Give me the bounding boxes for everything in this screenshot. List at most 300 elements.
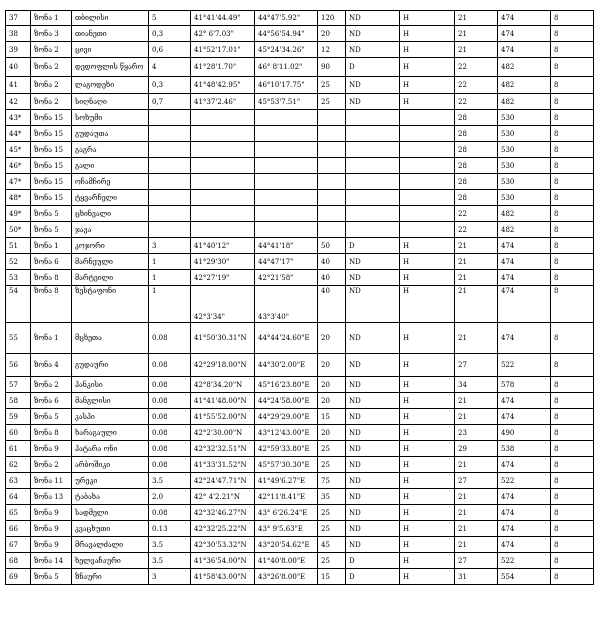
cell-power: 1 <box>149 254 191 270</box>
cell-height: 40 <box>318 270 346 286</box>
cell-longitude: 43°12'43.00"E <box>255 425 318 441</box>
cell-frequency: 482 <box>498 77 551 94</box>
cell-location: ხარაგაული <box>72 425 149 441</box>
cell-polarization: H <box>400 238 455 254</box>
cell-polarization: H <box>400 286 455 323</box>
cell-latitude: 42°2'30.00"N <box>191 425 255 441</box>
cell-row-number: 38 <box>6 26 31 42</box>
cell-latitude: 41°29'30" <box>191 254 255 270</box>
cell-power: 0.08 <box>149 505 191 521</box>
cell-power: 0.08 <box>149 377 191 393</box>
cell-frequency: 482 <box>498 222 551 238</box>
cell-row-number: 66 <box>6 521 31 537</box>
cell-zone: ზონა 2 <box>31 457 72 473</box>
cell-directivity <box>346 110 400 126</box>
table-row <box>6 473 594 489</box>
cell-channel: 21 <box>455 409 498 425</box>
cell-location: თბილისი <box>72 11 149 26</box>
cell-row-number: 54 <box>6 286 31 323</box>
cell-bandwidth: 8 <box>551 42 594 58</box>
cell-power <box>149 142 191 158</box>
cell-latitude <box>191 206 255 222</box>
cell-polarization: H <box>400 323 455 354</box>
table-row <box>6 521 594 537</box>
table-row <box>6 174 594 190</box>
cell-latitude: 42°32'32.51"N <box>191 441 255 457</box>
cell-latitude <box>191 110 255 126</box>
cell-frequency: 474 <box>498 489 551 505</box>
table-row <box>6 425 594 441</box>
cell-channel: 21 <box>455 286 498 323</box>
cell-directivity: ND <box>346 26 400 42</box>
cell-height <box>318 110 346 126</box>
cell-frequency: 578 <box>498 377 551 393</box>
cell-directivity <box>346 158 400 174</box>
cell-row-number: 60 <box>6 425 31 441</box>
cell-bandwidth: 8 <box>551 441 594 457</box>
cell-height: 25 <box>318 94 346 110</box>
cell-row-number: 42 <box>6 94 31 110</box>
cell-polarization <box>400 126 455 142</box>
cell-location: მანგლისი <box>72 393 149 409</box>
cell-directivity <box>346 190 400 206</box>
cell-longitude: 44°24'58.00"E <box>255 393 318 409</box>
cell-frequency: 530 <box>498 158 551 174</box>
cell-bandwidth: 8 <box>551 323 594 354</box>
cell-row-number: 46* <box>6 158 31 174</box>
cell-location: ტყვარჩელი <box>72 190 149 206</box>
cell-directivity <box>346 222 400 238</box>
cell-longitude: 45°24'34.26" <box>255 42 318 58</box>
cell-zone: ზონა 5 <box>31 409 72 425</box>
cell-latitude <box>191 126 255 142</box>
cell-height: 25 <box>318 553 346 569</box>
cell-power: 5 <box>149 11 191 26</box>
cell-height: 25 <box>318 77 346 94</box>
cell-directivity: ND <box>346 94 400 110</box>
cell-bandwidth: 8 <box>551 537 594 553</box>
cell-zone: ზონა 11 <box>31 473 72 489</box>
cell-polarization: H <box>400 569 455 585</box>
table-row <box>6 457 594 473</box>
cell-longitude <box>255 174 318 190</box>
cell-longitude: 43°26'8.00"E <box>255 569 318 585</box>
cell-power: 4 <box>149 58 191 77</box>
cell-height: 45 <box>318 537 346 553</box>
cell-channel: 21 <box>455 238 498 254</box>
cell-bandwidth: 8 <box>551 11 594 26</box>
cell-latitude: 41°40'12" <box>191 238 255 254</box>
cell-directivity: ND <box>346 489 400 505</box>
cell-latitude <box>191 142 255 158</box>
cell-polarization: H <box>400 42 455 58</box>
cell-power <box>149 110 191 126</box>
cell-polarization <box>400 222 455 238</box>
cell-longitude: 44°29'29.00"E <box>255 409 318 425</box>
cell-polarization <box>400 142 455 158</box>
cell-channel: 28 <box>455 158 498 174</box>
cell-latitude: 41°50'30.31"N <box>191 323 255 354</box>
table-row <box>6 409 594 425</box>
cell-channel: 28 <box>455 190 498 206</box>
cell-height: 25 <box>318 457 346 473</box>
table-row <box>6 110 594 126</box>
cell-channel: 21 <box>455 254 498 270</box>
cell-frequency: 474 <box>498 537 551 553</box>
cell-zone: ზონა 2 <box>31 377 72 393</box>
cell-directivity: D <box>346 58 400 77</box>
cell-longitude <box>255 190 318 206</box>
cell-latitude: 41°52'17.01" <box>191 42 255 58</box>
cell-row-number: 49* <box>6 206 31 222</box>
cell-power: 0.08 <box>149 323 191 354</box>
cell-channel: 31 <box>455 569 498 585</box>
cell-location: ზნაური <box>72 569 149 585</box>
cell-bandwidth: 8 <box>551 77 594 94</box>
cell-zone: ზონა 2 <box>31 94 72 110</box>
cell-power: 0,3 <box>149 77 191 94</box>
cell-polarization: H <box>400 553 455 569</box>
cell-zone: ზონა 9 <box>31 505 72 521</box>
stations-table <box>5 10 594 585</box>
cell-latitude: 41°28'1.70" <box>191 58 255 77</box>
cell-longitude: 44°56'54.94" <box>255 26 318 42</box>
cell-directivity: ND <box>346 354 400 377</box>
cell-zone: ზონა 1 <box>31 238 72 254</box>
cell-polarization: H <box>400 11 455 26</box>
cell-directivity: ND <box>346 286 400 323</box>
cell-channel: 21 <box>455 323 498 354</box>
cell-zone: ზონა 9 <box>31 537 72 553</box>
cell-latitude <box>191 158 255 174</box>
cell-longitude: 44°47'17" <box>255 254 318 270</box>
cell-height <box>318 158 346 174</box>
cell-frequency: 530 <box>498 126 551 142</box>
cell-latitude: 41°36'54.00"N <box>191 553 255 569</box>
cell-longitude: 44°41'18" <box>255 238 318 254</box>
cell-location: სიღნაღი <box>72 94 149 110</box>
cell-frequency: 530 <box>498 190 551 206</box>
cell-power: 0,6 <box>149 42 191 58</box>
cell-latitude: 41°37'2.46" <box>191 94 255 110</box>
cell-frequency: 482 <box>498 58 551 77</box>
cell-row-number: 59 <box>6 409 31 425</box>
cell-bandwidth: 8 <box>551 521 594 537</box>
cell-longitude: 42°21'58" <box>255 270 318 286</box>
cell-location: კოჯორი <box>72 238 149 254</box>
table-row <box>6 11 594 26</box>
cell-row-number: 40 <box>6 58 31 77</box>
cell-zone: ზონა 6 <box>31 393 72 409</box>
cell-location: ჯავა <box>72 222 149 238</box>
cell-height: 35 <box>318 489 346 505</box>
cell-directivity: ND <box>346 323 400 354</box>
cell-channel: 21 <box>455 42 498 58</box>
cell-location: გუდაუთა <box>72 126 149 142</box>
cell-channel: 21 <box>455 489 498 505</box>
cell-longitude <box>255 222 318 238</box>
cell-height: 25 <box>318 505 346 521</box>
cell-directivity: D <box>346 569 400 585</box>
cell-polarization <box>400 158 455 174</box>
table-row <box>6 377 594 393</box>
cell-height <box>318 126 346 142</box>
cell-polarization: H <box>400 270 455 286</box>
cell-frequency: 474 <box>498 457 551 473</box>
cell-polarization: H <box>400 26 455 42</box>
cell-longitude: 42°59'33.80"E <box>255 441 318 457</box>
cell-frequency: 490 <box>498 425 551 441</box>
cell-bandwidth: 8 <box>551 393 594 409</box>
cell-directivity: ND <box>346 473 400 489</box>
cell-frequency: 474 <box>498 42 551 58</box>
cell-bandwidth: 8 <box>551 58 594 77</box>
cell-frequency: 474 <box>498 11 551 26</box>
cell-latitude: 41°55'52.00"N <box>191 409 255 425</box>
cell-location: მარტვილი <box>72 270 149 286</box>
cell-bandwidth: 8 <box>551 94 594 110</box>
cell-row-number: 44* <box>6 126 31 142</box>
cell-frequency: 474 <box>498 26 551 42</box>
cell-frequency: 522 <box>498 553 551 569</box>
cell-latitude: 42°32'25.22"N <box>191 521 255 537</box>
cell-longitude <box>255 110 318 126</box>
cell-longitude: 45°57'30.30"E <box>255 457 318 473</box>
cell-row-number: 41 <box>6 77 31 94</box>
cell-bandwidth: 8 <box>551 409 594 425</box>
table-row <box>6 42 594 58</box>
cell-longitude: 43° 9'5.63"E <box>255 521 318 537</box>
cell-directivity: ND <box>346 409 400 425</box>
cell-longitude <box>255 126 318 142</box>
cell-row-number: 56 <box>6 354 31 377</box>
cell-longitude: 43° 6'26.24"E <box>255 505 318 521</box>
cell-height: 20 <box>318 393 346 409</box>
cell-zone: ზონა 5 <box>31 222 72 238</box>
cell-location: სოხუმი <box>72 110 149 126</box>
cell-zone: ზონა 15 <box>31 142 72 158</box>
cell-power: 0.08 <box>149 441 191 457</box>
cell-row-number: 61 <box>6 441 31 457</box>
cell-power: 2.0 <box>149 489 191 505</box>
cell-frequency: 530 <box>498 142 551 158</box>
cell-channel: 21 <box>455 457 498 473</box>
cell-directivity: ND <box>346 521 400 537</box>
cell-latitude: 42°30'53.32"N <box>191 537 255 553</box>
cell-latitude: 41°41'44.49" <box>191 11 255 26</box>
cell-row-number: 37 <box>6 11 31 26</box>
cell-latitude: 41°41'48.00"N <box>191 393 255 409</box>
cell-latitude <box>191 222 255 238</box>
cell-directivity: ND <box>346 425 400 441</box>
cell-latitude: 41°33'31.52"N <box>191 457 255 473</box>
cell-directivity: D <box>346 238 400 254</box>
cell-polarization: H <box>400 254 455 270</box>
cell-polarization <box>400 206 455 222</box>
cell-zone: ზონა 2 <box>31 58 72 77</box>
cell-row-number: 65 <box>6 505 31 521</box>
cell-channel: 21 <box>455 11 498 26</box>
cell-polarization: H <box>400 537 455 553</box>
cell-channel: 27 <box>455 354 498 377</box>
cell-zone: ზონა 14 <box>31 553 72 569</box>
table-row <box>6 77 594 94</box>
cell-bandwidth: 8 <box>551 254 594 270</box>
cell-location: მრავალძალი <box>72 537 149 553</box>
cell-height: 75 <box>318 473 346 489</box>
cell-longitude: 44°47'5.92" <box>255 11 318 26</box>
table-row <box>6 569 594 585</box>
cell-channel: 22 <box>455 206 498 222</box>
table-row <box>6 323 594 354</box>
cell-zone: ზონა 5 <box>31 569 72 585</box>
cell-frequency: 474 <box>498 521 551 537</box>
table-row <box>6 254 594 270</box>
cell-bandwidth: 8 <box>551 238 594 254</box>
table-row <box>6 206 594 222</box>
cell-bandwidth: 8 <box>551 569 594 585</box>
cell-height: 90 <box>318 58 346 77</box>
cell-location: ლაგოდეხი <box>72 77 149 94</box>
cell-frequency: 538 <box>498 441 551 457</box>
cell-power: 0.08 <box>149 457 191 473</box>
cell-longitude: 46°10'17.75" <box>255 77 318 94</box>
cell-location: მარნეული <box>72 254 149 270</box>
cell-bandwidth: 8 <box>551 473 594 489</box>
cell-polarization: H <box>400 521 455 537</box>
cell-power: 3.5 <box>149 553 191 569</box>
cell-row-number: 53 <box>6 270 31 286</box>
cell-location: არბოშიკი <box>72 457 149 473</box>
cell-row-number: 43* <box>6 110 31 126</box>
table-row <box>6 142 594 158</box>
cell-channel: 28 <box>455 126 498 142</box>
cell-longitude: 42°11'8.41"E <box>255 489 318 505</box>
cell-row-number: 67 <box>6 537 31 553</box>
cell-channel: 21 <box>455 270 498 286</box>
cell-height: 40 <box>318 254 346 270</box>
cell-power: 3.5 <box>149 473 191 489</box>
cell-latitude: 42°8'34.20"N <box>191 377 255 393</box>
cell-channel: 22 <box>455 58 498 77</box>
cell-frequency: 554 <box>498 569 551 585</box>
cell-frequency: 474 <box>498 323 551 354</box>
cell-height: 40 <box>318 286 346 323</box>
cell-height: 20 <box>318 323 346 354</box>
cell-directivity: ND <box>346 441 400 457</box>
cell-power: 1 <box>149 286 191 323</box>
cell-frequency: 474 <box>498 270 551 286</box>
cell-polarization: H <box>400 457 455 473</box>
cell-latitude <box>191 190 255 206</box>
cell-directivity <box>346 174 400 190</box>
cell-channel: 21 <box>455 521 498 537</box>
table-row <box>6 286 594 323</box>
cell-polarization <box>400 110 455 126</box>
table-row <box>6 158 594 174</box>
cell-location: ხელვაჩაური <box>72 553 149 569</box>
cell-row-number: 52 <box>6 254 31 270</box>
cell-zone: ზონა 9 <box>31 441 72 457</box>
cell-longitude: 45°16'23.80"E <box>255 377 318 393</box>
cell-power: 0,3 <box>149 26 191 42</box>
cell-latitude: 41°58'43.00"N <box>191 569 255 585</box>
cell-power: 0.08 <box>149 409 191 425</box>
cell-zone: ზონა 4 <box>31 354 72 377</box>
cell-channel: 22 <box>455 77 498 94</box>
cell-directivity: ND <box>346 11 400 26</box>
cell-latitude: 42°27'19" <box>191 270 255 286</box>
cell-frequency: 474 <box>498 393 551 409</box>
cell-polarization: H <box>400 77 455 94</box>
cell-bandwidth: 8 <box>551 489 594 505</box>
cell-zone: ზონა 1 <box>31 323 72 354</box>
cell-latitude <box>191 174 255 190</box>
cell-power: 3 <box>149 569 191 585</box>
cell-height <box>318 190 346 206</box>
cell-row-number: 55 <box>6 323 31 354</box>
cell-zone: ზონა 15 <box>31 110 72 126</box>
cell-power <box>149 190 191 206</box>
cell-row-number: 62 <box>6 457 31 473</box>
cell-zone: ზონა 13 <box>31 489 72 505</box>
cell-location: სადმელი <box>72 505 149 521</box>
cell-height <box>318 222 346 238</box>
cell-height: 20 <box>318 377 346 393</box>
cell-zone: ზონა 8 <box>31 270 72 286</box>
cell-location: პატარა ონი <box>72 441 149 457</box>
cell-height <box>318 174 346 190</box>
cell-polarization: H <box>400 505 455 521</box>
cell-frequency: 482 <box>498 94 551 110</box>
cell-row-number: 68 <box>6 553 31 569</box>
cell-bandwidth: 8 <box>551 174 594 190</box>
cell-polarization: H <box>400 58 455 77</box>
cell-power: 0.08 <box>149 393 191 409</box>
cell-longitude: 43°3'40" <box>255 286 318 323</box>
cell-bandwidth: 8 <box>551 377 594 393</box>
cell-longitude: 46° 8'11.02" <box>255 58 318 77</box>
cell-directivity: ND <box>346 393 400 409</box>
cell-polarization <box>400 190 455 206</box>
cell-location: კასპი <box>72 409 149 425</box>
table-row <box>6 190 594 206</box>
cell-polarization: H <box>400 409 455 425</box>
cell-bandwidth: 8 <box>551 425 594 441</box>
table-row <box>6 94 594 110</box>
cell-directivity: ND <box>346 42 400 58</box>
cell-bandwidth: 8 <box>551 505 594 521</box>
cell-channel: 28 <box>455 142 498 158</box>
cell-zone: ზონა 15 <box>31 190 72 206</box>
cell-latitude: 42° 6'7.03" <box>191 26 255 42</box>
cell-power: 3 <box>149 238 191 254</box>
cell-row-number: 50* <box>6 222 31 238</box>
cell-channel: 23 <box>455 425 498 441</box>
cell-zone: ზონა 6 <box>31 254 72 270</box>
cell-zone: ზონა 15 <box>31 174 72 190</box>
cell-power: 0.08 <box>149 354 191 377</box>
cell-polarization: H <box>400 489 455 505</box>
cell-row-number: 48* <box>6 190 31 206</box>
cell-location: გალი <box>72 158 149 174</box>
cell-location: ცხინვალი <box>72 206 149 222</box>
cell-zone: ზონა 2 <box>31 77 72 94</box>
cell-frequency: 530 <box>498 110 551 126</box>
cell-row-number: 47* <box>6 174 31 190</box>
cell-latitude: 41°48'42.95" <box>191 77 255 94</box>
cell-longitude: 44°44'24.60"E <box>255 323 318 354</box>
